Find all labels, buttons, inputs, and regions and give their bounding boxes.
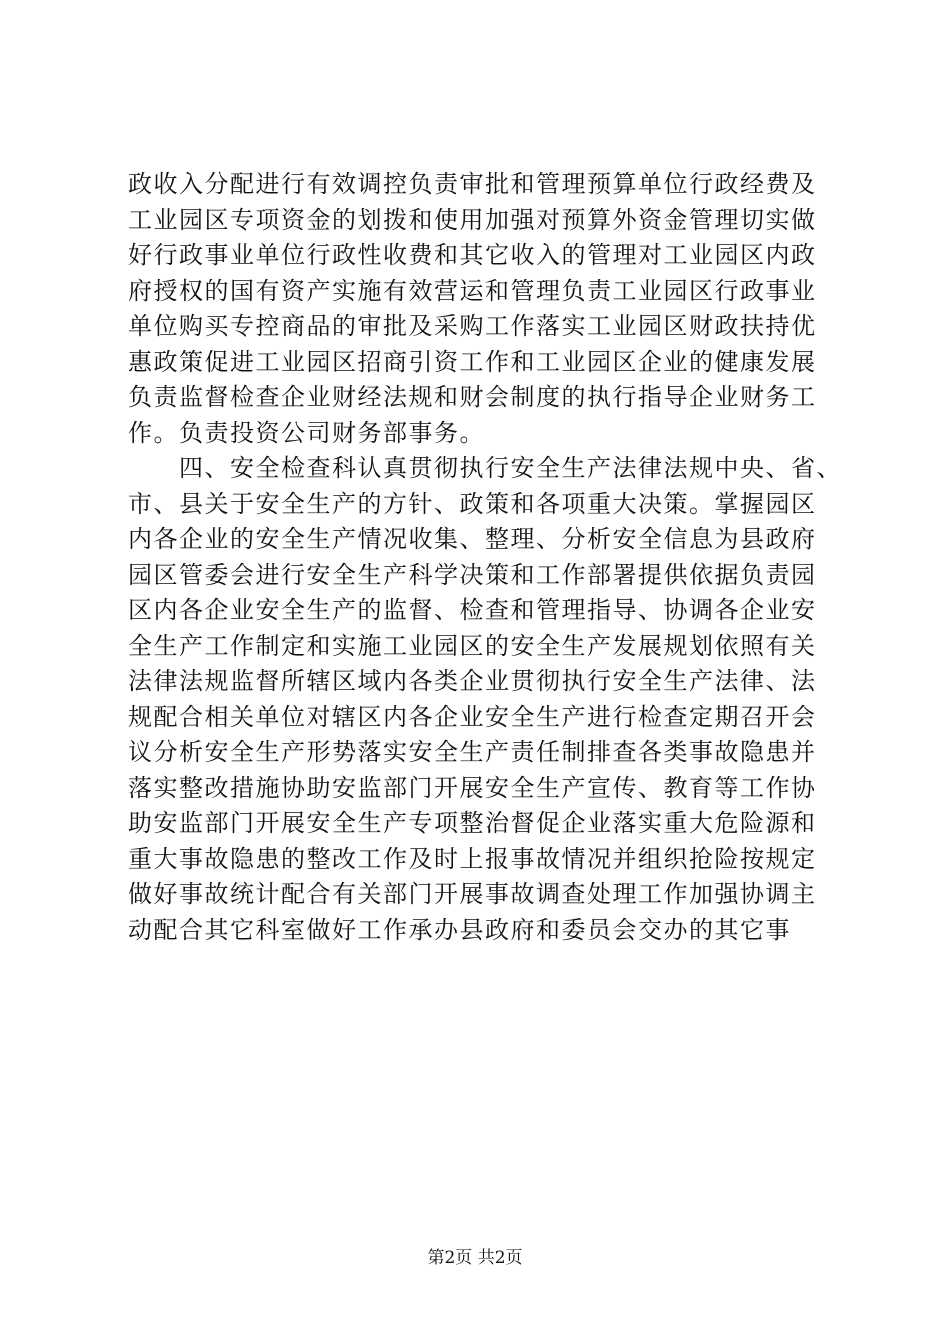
text-line: 负责监督检查企业财经法规和财会制度的执行指导企业财务工: [128, 383, 817, 411]
text-line: 规配合相关单位对辖区内各企业安全生产进行检查定期召开会: [128, 702, 817, 731]
text-line: 全生产工作制定和实施工业园区的安全生产发展规划依照有关: [128, 631, 817, 660]
text-line: 单位购买专控商品的审批及采购工作落实工业园区财政扶持优: [128, 312, 817, 340]
text-line: 惠政策促进工业园区招商引资工作和工业园区企业的健康发展: [128, 347, 817, 376]
text-line: 园区管委会进行安全生产科学决策和工作部署提供依据负责园: [128, 560, 817, 589]
text-line: 法律法规监督所辖区域内各类企业贯彻执行安全生产法律、法: [128, 667, 817, 695]
text-line: 工业园区专项资金的划拨和使用加强对预算外资金管理切实做: [128, 205, 817, 234]
page-number-footer: 第2页 共2页: [427, 1248, 523, 1268]
text-line: 四、安全检查科认真贯彻执行安全生产法律法规中央、省、: [128, 454, 842, 482]
body-text: [128, 167, 842, 948]
text-line: 做好事故统计配合有关部门开展事故调查处理工作加强协调主: [128, 880, 817, 908]
text-line: 助安监部门开展安全生产专项整治督促企业落实重大危险源和: [128, 809, 817, 837]
text-line: 动配合其它科室做好工作承办县政府和委员会交办的其它事: [128, 915, 791, 944]
text-line: 府授权的国有资产实施有效营运和管理负责工业园区行政事业: [128, 276, 817, 305]
text-line: 政收入分配进行有效调控负责审批和管理预算单位行政经费及: [128, 170, 817, 198]
text-line: 落实整改措施协助安监部门开展安全生产宣传、教育等工作协: [128, 773, 817, 802]
text-line: 区内各企业安全生产的监督、检查和管理指导、协调各企业安: [128, 596, 817, 624]
text-line: 好行政事业单位行政性收费和其它收入的管理对工业园区内政: [128, 241, 817, 269]
text-line: 作。负责投资公司财务部事务。: [128, 418, 485, 447]
text-line: 重大事故隐患的整改工作及时上报事故情况并组织抢险按规定: [128, 844, 817, 873]
text-line: 内各企业的安全生产情况收集、整理、分析安全信息为县政府: [128, 525, 817, 553]
text-line: 议分析安全生产形势落实安全生产责任制排查各类事故隐患并: [128, 738, 817, 766]
text-line: 市、县关于安全生产的方针、政策和各项重大决策。掌握园区: [128, 489, 817, 518]
